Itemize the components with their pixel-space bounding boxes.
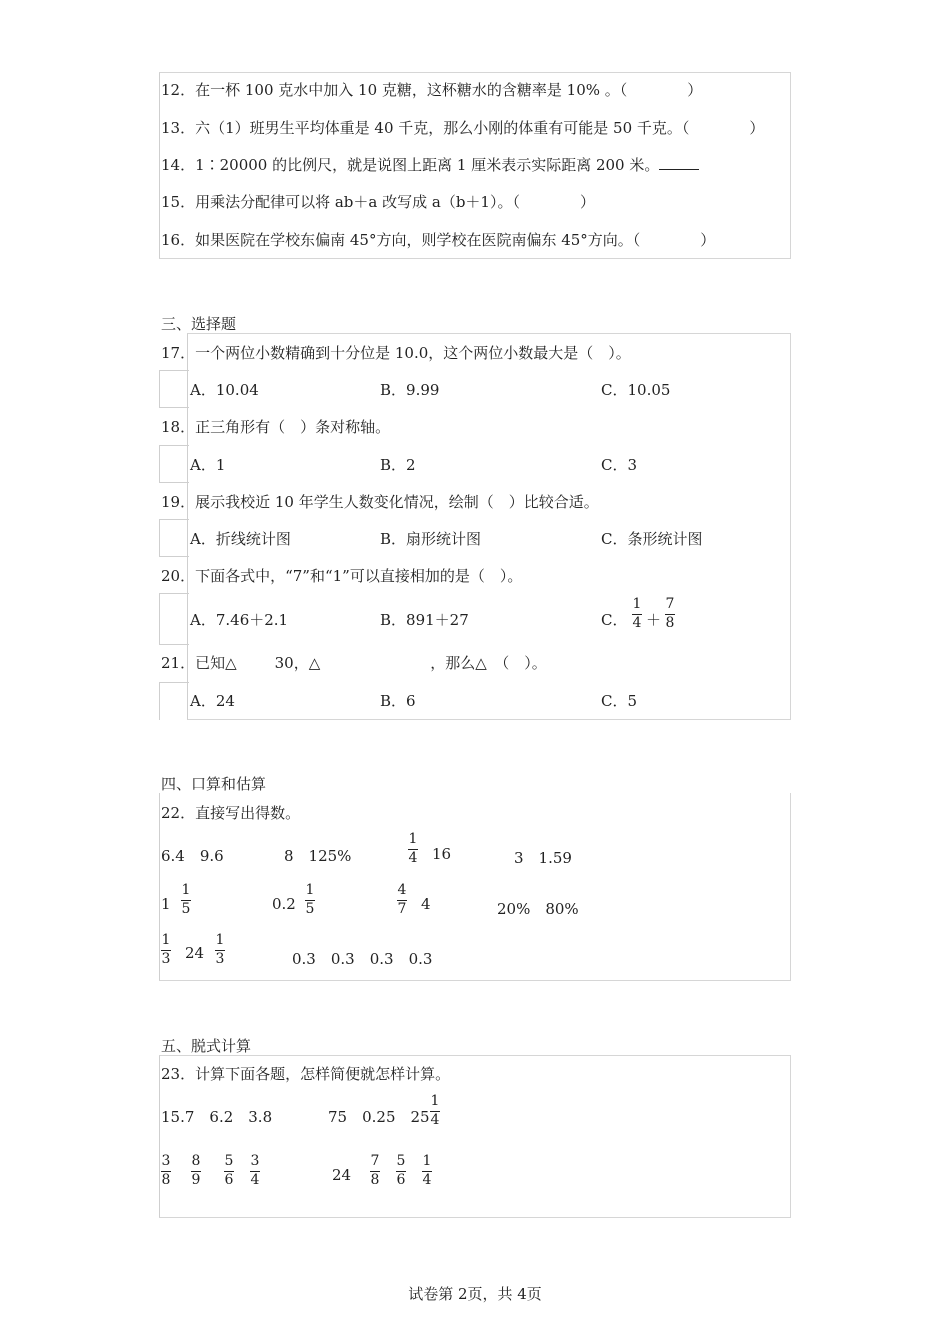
denominator: 9: [191, 1172, 201, 1188]
question-20: 20．下面各式中，“7”和“1”可以直接相加的是（ ）。: [161, 567, 523, 585]
calc-e1: 15.7 6.2 3.8: [161, 1108, 273, 1126]
calc-e4-fraction-3: [422, 1154, 432, 1188]
numerator: 1: [215, 932, 225, 948]
q20-option-b: B．891＋27: [380, 611, 469, 629]
question-14-text: 14．1∶20000 的比例尺，就是说图上距离 1 厘米表示实际距离 200 米。: [161, 156, 660, 174]
q20-option-a: A．7.46＋2.1: [190, 611, 289, 629]
numerator: 3: [161, 1153, 171, 1169]
oral-r1c4: 3 1.59: [514, 849, 572, 867]
question-22: 22．直接写出得数。: [161, 804, 301, 822]
denominator: 6: [224, 1172, 234, 1188]
question-12: 12．在一杯 100 克水中加入 10 克糖，这杯糖水的含糖率是 10% 。（ ）: [161, 81, 703, 99]
numerator: 3: [250, 1153, 260, 1169]
oral-r3c1-fraction-1: [161, 933, 171, 967]
oral-r3c1-mid: 24: [185, 944, 205, 962]
denominator: 5: [181, 901, 191, 917]
calc-e4-pre: 24: [332, 1166, 352, 1184]
oral-r2c2-pre: 0.2: [272, 895, 296, 913]
q18-option-b: B．2: [380, 456, 416, 474]
section-calc-heading: 五、脱式计算: [161, 1037, 252, 1055]
denominator: 5: [305, 901, 315, 917]
question-16: 16．如果医院在学校东偏南 45°方向，则学校在医院南偏东 45°方向。（ ）: [161, 231, 716, 249]
q20-option-c-fraction-2: [665, 597, 675, 631]
oral-r1c3-fraction: [408, 832, 418, 866]
q18-option-c: C．3: [601, 456, 638, 474]
numerator: 1: [305, 882, 315, 898]
denominator: 6: [396, 1172, 406, 1188]
denominator: 8: [665, 615, 675, 631]
numerator: 1: [430, 1093, 440, 1109]
option-bracket: [159, 445, 189, 483]
q21-stem-c: ，那么△ （ ）。: [430, 654, 547, 672]
q20-option-c-prefix: C．: [601, 611, 628, 629]
calc-e3-fraction-3: [224, 1154, 234, 1188]
oral-r1c1: 6.4 9.6: [161, 847, 224, 865]
q17-option-b: B．9.99: [380, 381, 440, 399]
calc-e4-fraction-2: [396, 1154, 406, 1188]
option-bracket: [159, 593, 189, 645]
question-18: 18．正三角形有（ ）条对称轴。: [161, 418, 391, 436]
oral-r3c1-fraction-2: [215, 933, 225, 967]
denominator: 7: [397, 901, 407, 917]
q19-option-a: A．折线统计图: [190, 530, 291, 548]
q17-option-c: C．10.05: [601, 381, 671, 399]
denominator: 3: [215, 951, 225, 967]
denominator: 4: [430, 1112, 440, 1128]
question-21: [161, 652, 547, 673]
question-13: 13．六（1）班男生平均体重是 40 千克，那么小刚的体重有可能是 50 千克。（ ）: [161, 119, 765, 137]
section-choice-heading: 三、选择题: [161, 315, 237, 333]
numerator: 7: [370, 1153, 380, 1169]
q20-option-c-plus: ＋: [646, 611, 662, 629]
oral-r2c1-pre: 1: [161, 895, 171, 913]
option-bracket: [159, 370, 189, 408]
q21-stem-a: 21．已知△: [161, 654, 237, 672]
q21-option-a: A．24: [190, 692, 235, 710]
question-23: 23．计算下面各题，怎样简便就怎样计算。: [161, 1065, 451, 1083]
q18-option-a: A．1: [190, 456, 226, 474]
denominator: 4: [632, 615, 642, 631]
oral-r1c3-after: 16: [432, 845, 452, 863]
calc-e4-fraction-1: [370, 1154, 380, 1188]
oral-r2c2-fraction: [305, 883, 315, 917]
q19-option-b: B．扇形统计图: [380, 530, 482, 548]
question-14: [161, 154, 699, 175]
q17-option-a: A．10.04: [190, 381, 259, 399]
oral-r2c4: 20% 80%: [497, 900, 579, 918]
q19-option-c: C．条形统计图: [601, 530, 703, 548]
question-17: 17．一个两位小数精确到十分位是 10.0，这个两位小数最大是（ ）。: [161, 344, 631, 362]
numerator: 7: [665, 596, 675, 612]
oral-r1c2: 8 125%: [284, 847, 352, 865]
calc-e2: 75 0.25 25: [328, 1108, 430, 1126]
numerator: 8: [191, 1153, 201, 1169]
question-19: 19．展示我校近 10 年学生人数变化情况，绘制（ ）比较合适。: [161, 493, 599, 511]
section-oral-heading: 四、口算和估算: [161, 775, 267, 793]
denominator: 8: [161, 1172, 171, 1188]
calc-e3-fraction-2: [191, 1154, 201, 1188]
denominator: 4: [408, 850, 418, 866]
calc-e3-fraction-1: [161, 1154, 171, 1188]
denominator: 4: [422, 1172, 432, 1188]
oral-r2c1-fraction: [181, 883, 191, 917]
answer-blank: [659, 156, 699, 170]
numerator: 5: [224, 1153, 234, 1169]
oral-r2c3-fraction: [397, 883, 407, 917]
numerator: 4: [397, 882, 407, 898]
numerator: 1: [181, 882, 191, 898]
question-15: 15．用乘法分配律可以将 ab＋a 改写成 a（b＋1）。（ ）: [161, 193, 595, 211]
option-bracket: [159, 682, 189, 720]
option-bracket: [159, 519, 189, 557]
q21-stem-b: 30，△: [274, 654, 321, 672]
numerator: 5: [396, 1153, 406, 1169]
oral-r3c2: 0.3 0.3 0.3 0.3: [292, 950, 433, 968]
q21-option-c: C．5: [601, 692, 638, 710]
denominator: 8: [370, 1172, 380, 1188]
calc-e3-fraction-4: [250, 1154, 260, 1188]
calc-e2-fraction: [430, 1094, 440, 1128]
oral-r2c3-after: 4: [421, 895, 431, 913]
denominator: 4: [250, 1172, 260, 1188]
denominator: 3: [161, 951, 171, 967]
page-footer: 试卷第 2页，共 4页: [408, 1285, 542, 1303]
q21-option-b: B．6: [380, 692, 416, 710]
numerator: 1: [632, 596, 642, 612]
numerator: 1: [408, 831, 418, 847]
numerator: 1: [161, 932, 171, 948]
numerator: 1: [422, 1153, 432, 1169]
q20-option-c-fraction-1: [632, 597, 642, 631]
